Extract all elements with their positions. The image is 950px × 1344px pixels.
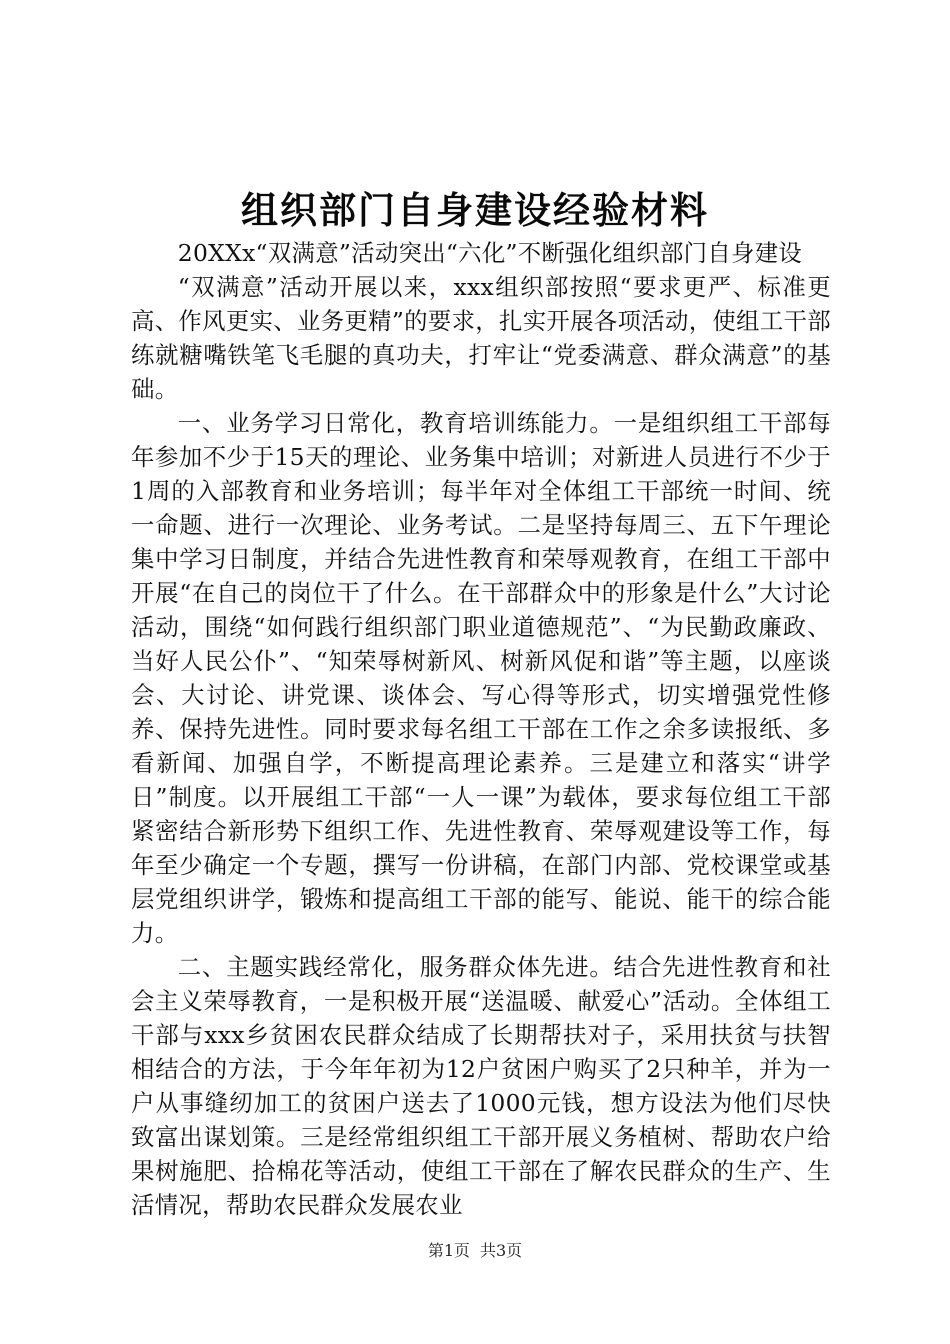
document-body [131, 236, 831, 1222]
document-title: 组织部门自身建设经验材料 [241, 188, 709, 232]
body-paragraph-section-2: 二、主题实践经常化，服务群众体先进。结合先进性教育和社会主义荣辱教育，一是积极开展“送温暖、献爱心”活动。全体组工干部与xxx乡贫困农民群众结成了长期帮扶对子，采用扶贫与扶智相结合的方法，于今年年初为12户贫困户购买了2只种羊，并为一户从事缝纫加工的贫困户送去了1000元钱，想方设法为他们尽快致富出谋划策。三是经常组织组工干部开展义务植树、帮助农户给果树施肥、拾棉花等活动，使组工干部在了解农民群众的生产、生活情况，帮助农民群众发展农业 [131, 953, 831, 1219]
body-paragraph-subtitle: 20XXx“双满意”活动突出“六化”不断强化组织部门自身建设 [177, 239, 803, 267]
body-paragraph-section-1: 一、业务学习日常化，教育培训练能力。一是组织组工干部每年参加不少于15天的理论、业务集中培训；对新进人员进行不少于1周的入部教育和业务培训；每半年对全体组工干部统一时间、统一命题、进行一次理论、业务考试。二是坚持每周三、五下午理论集中学习日制度，并结合先进性教育和荣辱观教育，在组工干部中开展“在自己的岗位干了什么。在干部群众中的形象是什么”大讨论活动，围绕“如何践行组织部门职业道德规范”、“为民勤政廉政、当好人民公仆”、“知荣辱树新风、树新风促和谐”等主题，以座谈会、大讨论、讲党课、谈体会、写心得等形式，切实增强党性修养、保持先进性。同时要求每名组工干部在工作之余多读报纸、多看新闻、加强自学，不断提高理论素养。三是建立和落实“讲学日”制度。以开展组工干部“一人一课”为载体，要求每位组工干部紧密结合新形势下组织工作、先进性教育、荣辱观建设等工作，每年至少确定一个专题，撰写一份讲稿，在部门内部、党校课堂或基层党组织讲学，锻炼和提高组工干部的能写、能说、能干的综合能力。 [131, 409, 831, 947]
page-number: 第1页 [427, 1241, 470, 1260]
page-footer [0, 1240, 950, 1262]
body-paragraph-intro: “双满意”活动开展以来，xxx组织部按照“要求更严、标准更高、作风更实、业务更精”的要求，扎实开展各项活动，使组工干部练就糖嘴铁笔飞毛腿的真功夫，打牢让“党委满意、群众满意”的基础。 [131, 273, 831, 403]
page-total: 共3页 [480, 1241, 523, 1260]
